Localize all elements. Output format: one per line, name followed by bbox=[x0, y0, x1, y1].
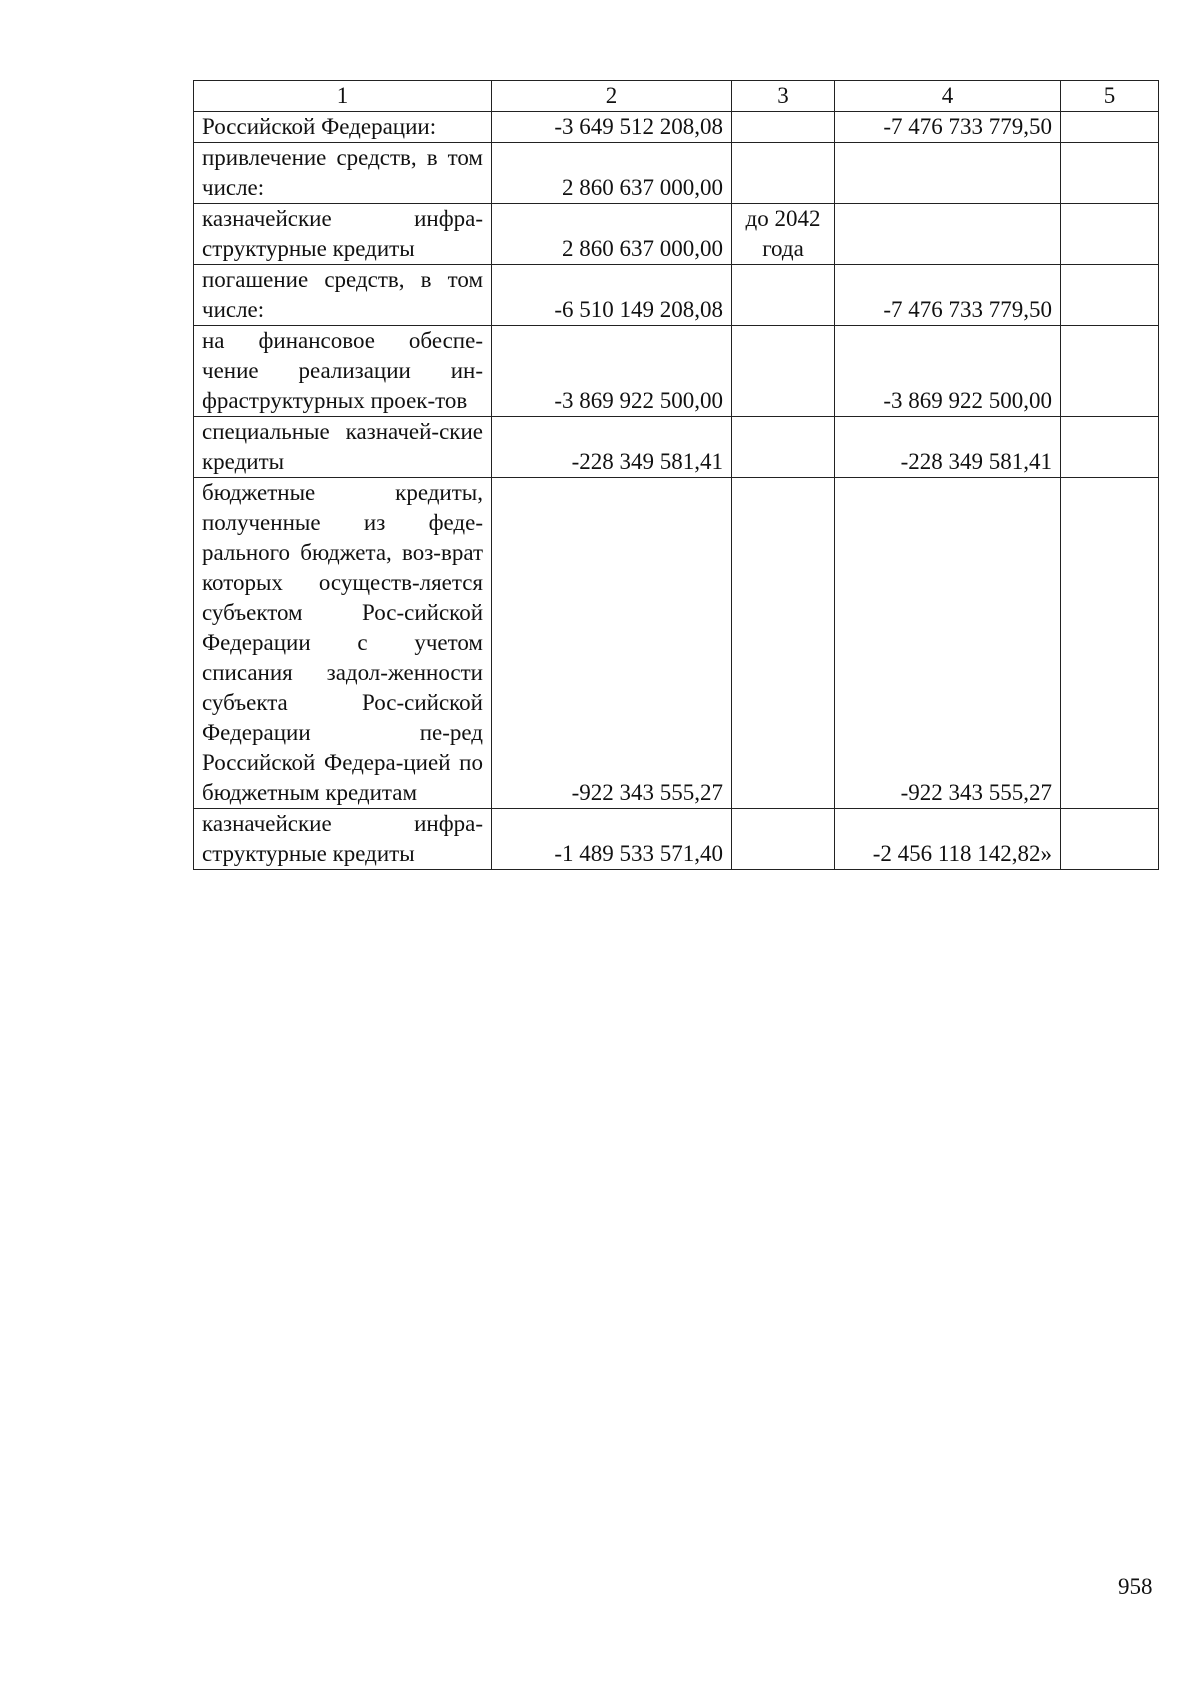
page-number: 958 bbox=[1118, 1574, 1153, 1599]
row-value-col4 bbox=[835, 204, 1061, 265]
row-value-col2: -1 489 533 571,40 bbox=[492, 809, 732, 870]
table-row bbox=[194, 112, 1159, 143]
row-value-col5 bbox=[1061, 265, 1159, 326]
column-header-1: 1 bbox=[194, 81, 492, 112]
row-value-col2: -228 349 581,41 bbox=[492, 417, 732, 478]
row-term-col3 bbox=[732, 809, 835, 870]
row-value-col2: -3 869 922 500,00 bbox=[492, 326, 732, 417]
row-value-col2: -6 510 149 208,08 bbox=[492, 265, 732, 326]
row-label: привлечение средств, в том числе: bbox=[194, 143, 492, 204]
column-header-4: 4 bbox=[835, 81, 1061, 112]
column-header-2: 2 bbox=[492, 81, 732, 112]
row-value-col2: 2 860 637 000,00 bbox=[492, 143, 732, 204]
row-value-col5 bbox=[1061, 417, 1159, 478]
row-label: казначейские инфра-структурные кредиты bbox=[194, 204, 492, 265]
row-value-col4: -3 869 922 500,00 bbox=[835, 326, 1061, 417]
row-label: Российской Федерации: bbox=[194, 112, 492, 143]
column-header-3: 3 bbox=[732, 81, 835, 112]
table-row bbox=[194, 204, 1159, 265]
column-header-5: 5 bbox=[1061, 81, 1159, 112]
row-label: бюджетные кредиты, полученные из феде-рального бюджета, воз-врат которых осуществ-ляется субъектом Рос-сийской Федерации с учетом списания задол-женности субъекта Рос-сийской Федерации пе-ред Российской Федера-цией по бюджетным кредитам bbox=[194, 478, 492, 809]
row-term-col3 bbox=[732, 112, 835, 143]
row-term-col3 bbox=[732, 417, 835, 478]
row-label: казначейские инфра-структурные кредиты bbox=[194, 809, 492, 870]
row-value-col5 bbox=[1061, 809, 1159, 870]
table-row bbox=[194, 478, 1159, 809]
table-row bbox=[194, 809, 1159, 870]
row-label: погашение средств, в том числе: bbox=[194, 265, 492, 326]
table-row bbox=[194, 417, 1159, 478]
row-value-col4: -2 456 118 142,82» bbox=[835, 809, 1061, 870]
row-value-col4: -7 476 733 779,50 bbox=[835, 265, 1061, 326]
row-term-col3 bbox=[732, 326, 835, 417]
row-value-col4: -7 476 733 779,50 bbox=[835, 112, 1061, 143]
row-value-col2: -3 649 512 208,08 bbox=[492, 112, 732, 143]
table-row bbox=[194, 326, 1159, 417]
row-value-col5 bbox=[1061, 143, 1159, 204]
row-value-col4: -228 349 581,41 bbox=[835, 417, 1061, 478]
row-value-col4 bbox=[835, 143, 1061, 204]
table-row bbox=[194, 265, 1159, 326]
row-value-col4: -922 343 555,27 bbox=[835, 478, 1061, 809]
budget-table bbox=[193, 80, 1159, 870]
row-label: на финансовое обеспе-чение реализации ин-фраструктурных проек-тов bbox=[194, 326, 492, 417]
row-value-col5 bbox=[1061, 326, 1159, 417]
row-term-col3: до 2042 года bbox=[732, 204, 835, 265]
row-term-col3 bbox=[732, 265, 835, 326]
row-term-col3 bbox=[732, 478, 835, 809]
row-term-col3 bbox=[732, 143, 835, 204]
table-row bbox=[194, 143, 1159, 204]
row-value-col5 bbox=[1061, 112, 1159, 143]
row-value-col5 bbox=[1061, 478, 1159, 809]
row-value-col2: 2 860 637 000,00 bbox=[492, 204, 732, 265]
table-header-row bbox=[194, 81, 1159, 112]
row-label: специальные казначей-ские кредиты bbox=[194, 417, 492, 478]
row-value-col2: -922 343 555,27 bbox=[492, 478, 732, 809]
row-value-col5 bbox=[1061, 204, 1159, 265]
